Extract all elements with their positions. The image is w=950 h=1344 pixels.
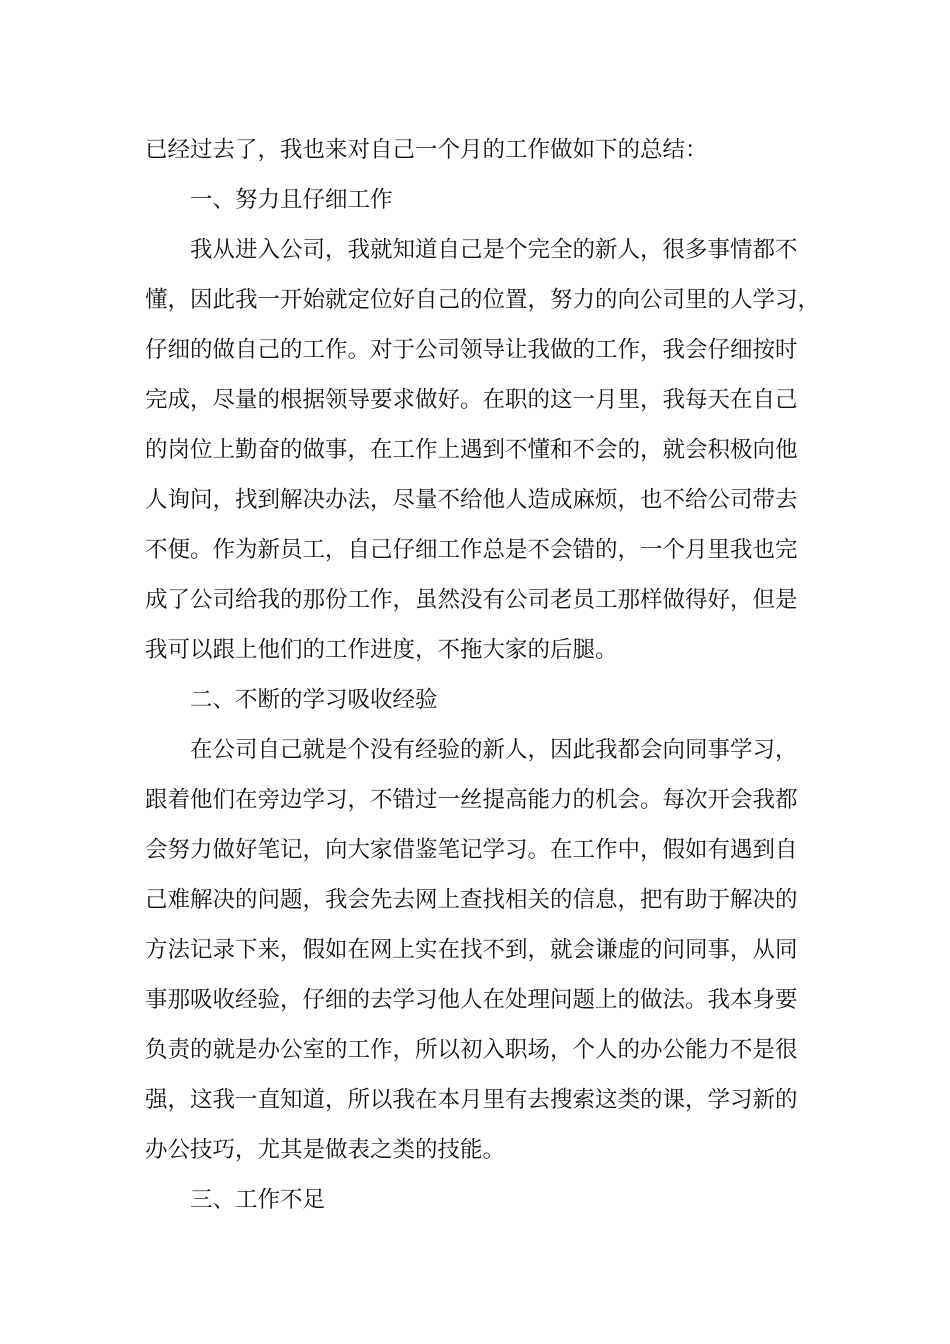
text-line: 办公技巧，尤其是做表之类的技能。 <box>145 1137 506 1163</box>
text-line: 强，这我一直知道，所以我在本月里有去搜索这类的课，学习新的 <box>145 1087 798 1113</box>
text-line: 跟着他们在旁边学习，不错过一丝提高能力的机会。每次开会我都 <box>145 787 798 813</box>
text-line: 己难解决的问题，我会先去网上查找相关的信息，把有助于解决的 <box>145 887 798 913</box>
text-line: 懂，因此我一开始就定位好自己的位置，努力的向公司里的人学习， <box>145 287 821 313</box>
text-line: 事那吸收经验，仔细的去学习他人在处理问题上的做法。我本身要 <box>145 987 798 1013</box>
text-line: 成了公司给我的那份工作，虽然没有公司老员工那样做得好，但是 <box>145 587 798 613</box>
section-heading: 三、工作不足 <box>190 1187 326 1213</box>
text-line: 在公司自己就是个没有经验的新人，因此我都会向同事学习， <box>190 737 798 763</box>
text-line: 完成，尽量的根据领导要求做好。在职的这一月里，我每天在自己 <box>145 387 798 413</box>
text-line: 仔细的做自己的工作。对于公司领导让我做的工作，我会仔细按时 <box>145 337 798 363</box>
text-line: 人询问，找到解决办法，尽量不给他人造成麻烦，也不给公司带去 <box>145 487 798 513</box>
text-line: 会努力做好笔记，向大家借鉴笔记学习。在工作中，假如有遇到自 <box>145 837 798 863</box>
text-line: 负责的就是办公室的工作，所以初入职场，个人的办公能力不是很 <box>145 1037 798 1063</box>
text-line: 不便。作为新员工，自己仔细工作总是不会错的，一个月里我也完 <box>145 537 798 563</box>
text-line: 我从进入公司，我就知道自己是个完全的新人，很多事情都不 <box>190 237 798 263</box>
text-line: 已经过去了，我也来对自己一个月的工作做如下的总结： <box>145 137 708 163</box>
section-heading: 二、不断的学习吸收经验 <box>190 687 438 713</box>
section-heading: 一、努力且仔细工作 <box>190 187 393 213</box>
text-line: 方法记录下来，假如在网上实在找不到，就会谦虚的问同事，从同 <box>145 937 798 963</box>
text-line: 我可以跟上他们的工作进度，不拖大家的后腿。 <box>145 637 618 663</box>
text-line: 的岗位上勤奋的做事，在工作上遇到不懂和不会的，就会积极向他 <box>145 437 798 463</box>
